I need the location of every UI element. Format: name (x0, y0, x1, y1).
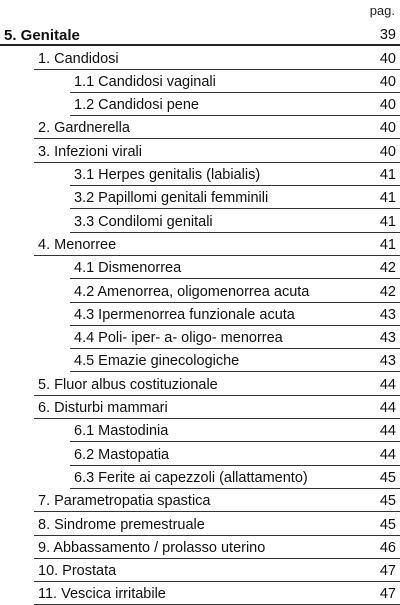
toc-subsection-entry[interactable] (0, 419, 400, 442)
toc-entry-page-number: 44 (379, 446, 396, 463)
toc-entry-page-number: 42 (379, 260, 396, 277)
toc-entry-page-number: 41 (379, 213, 396, 230)
toc-entry-page-number: 40 (379, 50, 396, 67)
toc-entry-page-number: 43 (379, 330, 396, 347)
toc-subsection-entry[interactable] (0, 70, 400, 93)
toc-section-entry[interactable] (0, 512, 400, 535)
toc-entry-title: 2. Gardnerella (38, 120, 130, 137)
toc-subsection-entry[interactable] (0, 303, 400, 326)
toc-entry-page-number: 45 (379, 516, 396, 533)
toc-chapter-entry[interactable] (0, 23, 400, 46)
toc-entry-page-number: 44 (379, 376, 396, 393)
toc-entry-page-number: 40 (379, 73, 396, 90)
toc-entry-page-number: 41 (379, 190, 396, 207)
toc-entry-title: 7. Parametropatia spastica (38, 493, 211, 510)
toc-entry-title: 3.1 Herpes genitalis (labialis) (74, 167, 261, 184)
toc-entry-title: 3.2 Papillomi genitali femminili (74, 190, 269, 207)
toc-entry-page-number: 45 (379, 493, 396, 510)
toc-entry-page-number: 44 (379, 400, 396, 417)
toc-entry-page-number: 41 (379, 236, 396, 253)
toc-entry-title: 8. Sindrome premestruale (38, 516, 205, 533)
toc-entry-title: 1.2 Candidosi pene (74, 97, 199, 114)
toc-entry-title: 4.5 Emazie ginecologiche (74, 353, 240, 370)
toc-entry-title: 6. Disturbi mammari (38, 400, 168, 417)
toc-subsection-entry[interactable] (0, 163, 400, 186)
toc-entry-page-number: 40 (379, 97, 396, 114)
toc-section-entry[interactable] (0, 559, 400, 582)
toc-entry-page-number: 41 (379, 167, 396, 184)
toc-entry-title: 9. Abbassamento / prolasso uterino (38, 539, 266, 556)
toc-entry-page-number: 46 (379, 539, 396, 556)
toc-entry-page-number: 39 (379, 27, 396, 44)
toc-subsection-entry[interactable] (0, 93, 400, 116)
toc-section-entry[interactable] (0, 233, 400, 256)
toc-subsection-entry[interactable] (0, 186, 400, 209)
toc-section-entry[interactable] (0, 489, 400, 512)
toc-subsection-entry[interactable] (0, 349, 400, 372)
toc-entry-title: 5. Fluor albus costituzionale (38, 376, 218, 393)
toc-entry-page-number: 44 (379, 423, 396, 440)
toc-subsection-entry[interactable] (0, 442, 400, 465)
toc-entry-title: 3.3 Condilomi genitali (74, 213, 213, 230)
toc-entry-title: 1. Candidosi (38, 50, 119, 67)
toc-section-entry[interactable] (0, 396, 400, 419)
toc-entry-page-number: 40 (379, 120, 396, 137)
toc-section-entry[interactable] (0, 536, 400, 559)
toc-section-entry[interactable] (0, 139, 400, 162)
toc-entry-title: 6.1 Mastodinia (74, 423, 169, 440)
page-column-header: pag. (369, 3, 395, 18)
toc-entry-page-number: 47 (379, 586, 396, 603)
toc-entry-title: 11. Vescica irritabile (38, 586, 166, 603)
toc-entry-page-number: 43 (379, 306, 396, 323)
toc-entry-title: 3. Infezioni virali (38, 143, 142, 160)
toc-section-entry[interactable] (0, 372, 400, 395)
toc-section-entry[interactable] (0, 582, 400, 605)
toc-entry-title: 6.3 Ferite ai capezzoli (allattamento) (74, 469, 308, 486)
toc-entry-title: 1.1 Candidosi vaginali (74, 73, 216, 90)
toc-entry-page-number: 40 (379, 143, 396, 160)
toc-entry-page-number: 47 (379, 563, 396, 580)
toc-subsection-entry[interactable] (0, 256, 400, 279)
toc-entry-title: 4.1 Dismenorrea (74, 260, 182, 277)
toc-subsection-entry[interactable] (0, 279, 400, 302)
toc-entry-title: 4.3 Ipermenorrea funzionale acuta (74, 306, 295, 323)
toc-entry-title: 10. Prostata (38, 563, 117, 580)
toc-entry-page-number: 45 (379, 469, 396, 486)
toc-section-entry[interactable] (0, 116, 400, 139)
toc-section-entry[interactable] (0, 46, 400, 69)
toc-entry-page-number: 43 (379, 353, 396, 370)
toc-entry-page-number: 42 (379, 283, 396, 300)
toc-entry-title: 4. Menorree (38, 236, 117, 253)
table-of-contents (0, 23, 400, 605)
toc-entry-title: 6.2 Mastopatia (74, 446, 170, 463)
toc-entry-title: 5. Genitale (4, 27, 80, 45)
toc-subsection-entry[interactable] (0, 209, 400, 232)
toc-entry-title: 4.2 Amenorrea, oligomenorrea acuta (74, 283, 310, 300)
toc-entry-title: 4.4 Poli- iper- a- oligo- menorrea (74, 330, 283, 347)
toc-subsection-entry[interactable] (0, 326, 400, 349)
toc-subsection-entry[interactable] (0, 466, 400, 489)
